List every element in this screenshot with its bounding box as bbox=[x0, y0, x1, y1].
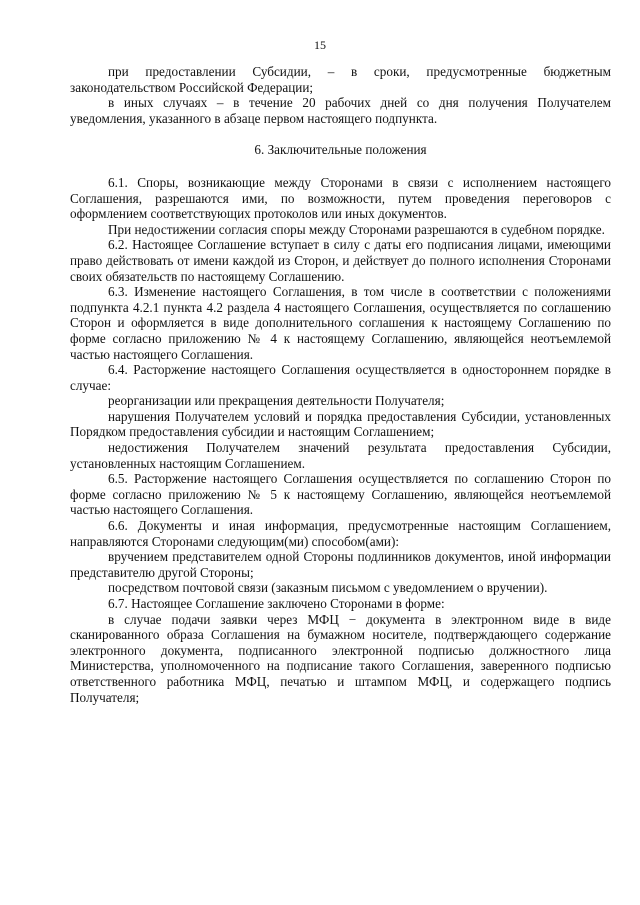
paragraph: при предоставлении Субсидии, – в сроки, предусмотренные бюджетным законодательством Российской Федерации; bbox=[70, 64, 611, 95]
document-body bbox=[70, 64, 611, 705]
section-heading: 6. Заключительные положения bbox=[254, 142, 427, 158]
paragraph-6-2: 6.2. Настоящее Соглашение вступает в силу с даты его подписания лицами, имеющими право действовать от имени каждой из Сторон, и действует до полного исполнения Сторонами своих обязательств по настоящему Соглашению. bbox=[70, 237, 611, 284]
paragraph: нарушения Получателем условий и порядка предоставления Субсидии, установленных Порядком предоставления субсидии и настоящим Соглашением; bbox=[70, 408, 611, 440]
paragraph-6-4: 6.4. Расторжение настоящего Соглашения осуществляется в одностороннем порядке в случае: bbox=[70, 362, 611, 393]
paragraph-6-3: 6.3. Изменение настоящего Соглашения, в том числе в соответствии с положениями подпункта 4.2.1 пункта 4.2 раздела 4 настоящего Соглашения, осуществляется по соглашению Сторон и оформляется в виде дополнительного соглашения к настоящему Соглашению по форме согласно приложению № 4 к настоящему Соглашению, являющейся неотъемлемой частью настоящего Соглашения. bbox=[70, 284, 611, 362]
page-number: 15 bbox=[314, 38, 326, 52]
paragraph: При недостижении согласия споры между Сторонами разрешаются в судебном порядке. bbox=[108, 221, 605, 237]
paragraph: в иных случаях – в течение 20 рабочих дней со дня получения Получателем уведомления, указанного в абзаце первом настоящего подпункта. bbox=[70, 95, 611, 126]
paragraph-6-6: 6.6. Документы и иная информация, предусмотренные настоящим Соглашением, направляются Сторонами следующим(ми) способом(ами): bbox=[70, 518, 611, 549]
paragraph-6-5: 6.5. Расторжение настоящего Соглашения осуществляется по соглашению Сторон по форме согласно приложению № 5 к настоящему Соглашению, являющейся неотъемлемой частью настоящего Соглашения. bbox=[70, 471, 611, 518]
paragraph: недостижения Получателем значений результата предоставления Субсидии, установленных настоящим Соглашением. bbox=[70, 440, 611, 471]
paragraph: в случае подачи заявки через МФЦ − документа в электронном виде в виде сканированного образа Соглашения на бумажном носителе, подтверждающего содержание электронного документа, подписанного электронной подписью должностного лица Министерства, уполномоченного на подписание такого Соглашения, заверенного подписью ответственного работника МФЦ, печатью и штампом МФЦ, и содержащего подпись Получателя; bbox=[70, 611, 611, 705]
paragraph: вручением представителем одной Стороны подлинников документов, иной информации представителю другой Стороны; bbox=[70, 549, 611, 580]
paragraph-6-1: 6.1. Споры, возникающие между Сторонами в связи с исполнением настоящего Соглашения, разрешаются ими, по возможности, путем проведения переговоров с оформлением соответствующих протоколов или иных документов. bbox=[70, 174, 611, 222]
paragraph: реорганизации или прекращения деятельности Получателя; bbox=[108, 393, 445, 409]
paragraph-6-7: 6.7. Настоящее Соглашение заключено Сторонами в форме: bbox=[108, 596, 445, 611]
paragraph: посредством почтовой связи (заказным письмом с уведомлением о вручении). bbox=[108, 580, 548, 596]
